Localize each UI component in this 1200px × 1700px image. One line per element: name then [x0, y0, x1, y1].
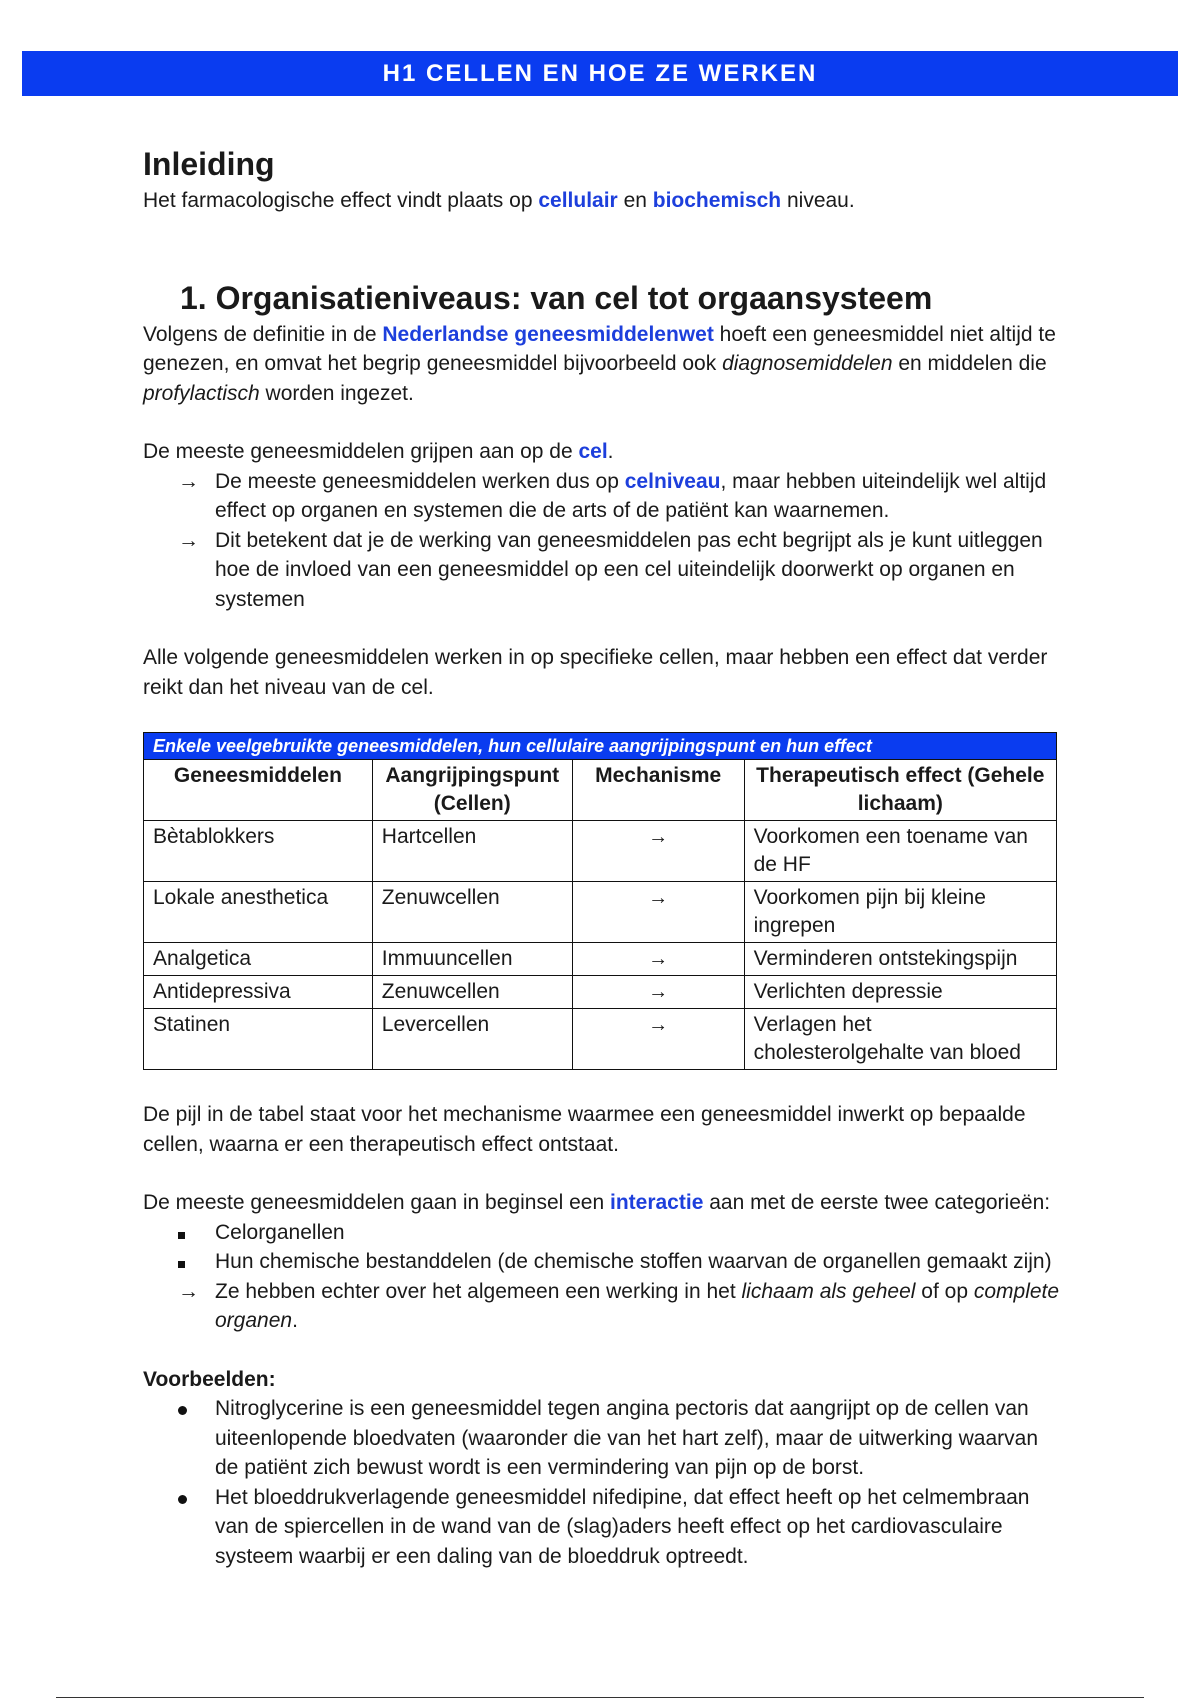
- arrow-icon: →: [178, 528, 199, 552]
- category-list: [143, 1218, 1063, 1277]
- list-item: Celorganellen: [143, 1218, 1063, 1248]
- arrow-icon: →: [648, 1014, 669, 1036]
- arrow-list: [143, 1277, 1063, 1336]
- list-item: Het bloeddrukverlagende geneesmiddel nifedipine, dat effect heeft op het celmembraan van de spiercellen in de wand van de (slag)aders heeft effect op het cardiovasculaire systeem waarbij er een daling van de bloeddruk optreedt.: [143, 1483, 1063, 1572]
- effect-cell: Voorkomen pijn bij kleine ingrepen: [744, 882, 1056, 943]
- intro-paragraph: Het farmacologische effect vindt plaats op cellulair en biochemisch niveau.: [143, 189, 855, 212]
- list-item: Hun chemische bestanddelen (de chemische stoffen waarvan de organellen gemaakt zijn): [143, 1247, 1063, 1277]
- mechanism-cell: [572, 882, 744, 943]
- interaction-paragraph: De meeste geneesmiddelen gaan in beginsel een interactie aan met de eerste twee categorieën:: [143, 1191, 1051, 1214]
- arrow-icon: →: [178, 1279, 199, 1303]
- effect-cell: Verlagen het cholesterolgehalte van bloed: [744, 1009, 1056, 1070]
- target-cell: Zenuwcellen: [372, 882, 572, 943]
- table-row: [144, 976, 1057, 1009]
- table-row: [144, 882, 1057, 943]
- drug-cell: Statinen: [144, 1009, 373, 1070]
- effect-cell: Verlichten depressie: [744, 976, 1056, 1009]
- target-cell: Immuuncellen: [372, 943, 572, 976]
- effect-cell: Voorkomen een toename van de HF: [744, 821, 1056, 882]
- cell-paragraph: De meeste geneesmiddelen grijpen aan op de cel.: [143, 440, 614, 463]
- document-body: [143, 142, 1063, 1571]
- arrow-icon: →: [648, 887, 669, 909]
- specific-cells-paragraph: Alle volgende geneesmiddelen werken in op specifieke cellen, maar hebben een effect dat verder reikt dan het niveau van de cel.: [143, 646, 1048, 699]
- mechanism-cell: [572, 976, 744, 1009]
- intro-heading: Inleiding: [143, 146, 275, 182]
- arrow-list: [143, 467, 1063, 615]
- table-row: [144, 821, 1057, 882]
- effect-cell: Verminderen ontstekingspijn: [744, 943, 1056, 976]
- target-cell: Hartcellen: [372, 821, 572, 882]
- drug-cell: Antidepressiva: [144, 976, 373, 1009]
- mechanism-cell: [572, 1009, 744, 1070]
- bullet-icon: [178, 1495, 187, 1504]
- examples-heading: Voorbeelden:: [143, 1367, 276, 1391]
- drug-cell: Bètablokkers: [144, 821, 373, 882]
- arrow-icon: →: [648, 948, 669, 970]
- arrow-icon: →: [648, 981, 669, 1003]
- footer-divider: [56, 1697, 1144, 1698]
- square-bullet-icon: [178, 1261, 185, 1268]
- column-header: Geneesmiddelen: [144, 760, 373, 821]
- drug-table: [143, 732, 1057, 1070]
- section-heading: 1. Organisatieniveaus: van cel tot orgaansysteem: [180, 279, 933, 316]
- drug-cell: Lokale anesthetica: [144, 882, 373, 943]
- arrow-icon: →: [178, 469, 199, 493]
- table-caption: Enkele veelgebruikte geneesmiddelen, hun cellulaire aangrijpingspunt en hun effect: [144, 733, 1057, 760]
- arrow-explanation-paragraph: De pijl in de tabel staat voor het mechanisme waarmee een geneesmiddel inwerkt op bepaalde cellen, waarna er een therapeutisch effect ontstaat.: [143, 1103, 1026, 1156]
- arrow-item: → Ze hebben echter over het algemeen een werking in het lichaam als geheel of op complete organen.: [143, 1277, 1063, 1336]
- target-cell: Zenuwcellen: [372, 976, 572, 1009]
- examples-list: [143, 1394, 1063, 1571]
- list-item: Nitroglycerine is een geneesmiddel tegen angina pectoris dat aangrijpt op de cellen van uiteenlopende bloedvaten (waaronder die van het hart zelf), maar de uitwerking waarvan de patiënt zich bewust wordt is een vermindering van pijn op de borst.: [143, 1394, 1063, 1483]
- column-header: Aangrijpingspunt (Cellen): [372, 760, 572, 821]
- arrow-item: → De meeste geneesmiddelen werken dus op celniveau, maar hebben uiteindelijk wel altijd effect op organen en systemen die de arts of de patiënt kan waarnemen.: [143, 467, 1063, 526]
- bullet-icon: [178, 1406, 187, 1415]
- mechanism-cell: [572, 821, 744, 882]
- arrow-item: → Dit betekent dat je de werking van geneesmiddelen pas echt begrijpt als je kunt uitleggen hoe de invloed van een geneesmiddel op een cel uiteindelijk doorwerkt op organen en systemen: [143, 526, 1063, 615]
- column-header: Mechanisme: [572, 760, 744, 821]
- table-row: [144, 1009, 1057, 1070]
- table-row: [144, 943, 1057, 976]
- chapter-banner: H1 CELLEN EN HOE ZE WERKEN: [22, 51, 1178, 96]
- definition-paragraph: Volgens de definitie in de Nederlandse geneesmiddelenwet hoeft een geneesmiddel niet altijd te genezen, en omvat het begrip geneesmiddel bijvoorbeeld ook diagnosemiddelen en middelen die profylactisch worden ingezet.: [143, 322, 1056, 405]
- square-bullet-icon: [178, 1232, 185, 1239]
- arrow-icon: →: [648, 826, 669, 848]
- target-cell: Levercellen: [372, 1009, 572, 1070]
- drug-cell: Analgetica: [144, 943, 373, 976]
- mechanism-cell: [572, 943, 744, 976]
- column-header: Therapeutisch effect (Gehele lichaam): [744, 760, 1056, 821]
